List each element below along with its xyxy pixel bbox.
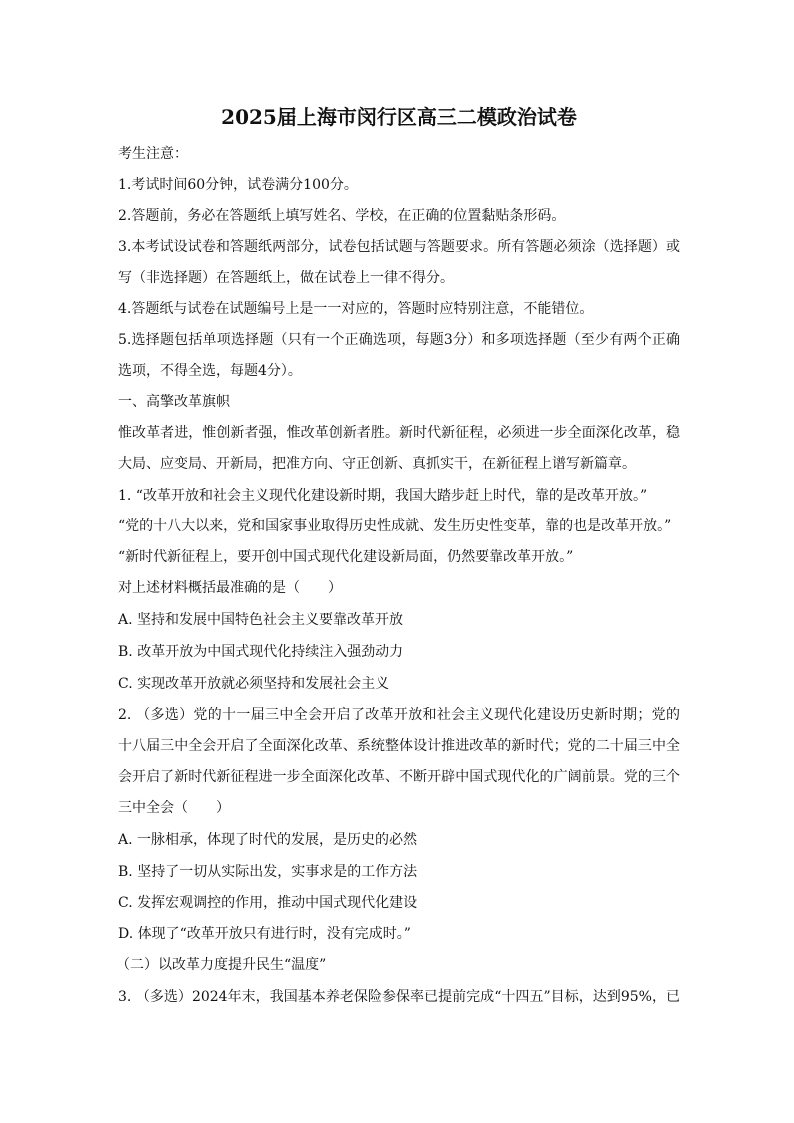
notice-item-2: 2.答题前，务必在答题纸上填写姓名、学校，在正确的位置黏贴条形码。: [118, 208, 566, 224]
question-1-stem: 对上述材料概括最准确的是（ ）: [118, 580, 342, 596]
question-2-option-b: B. 坚持了一切从实际出发，实事求是的工作方法: [118, 864, 418, 880]
notice-item-5: 5.选择题包括单项选择题（只有一个正确选项，每题3分）和多项选择题（至少有两个正确: [118, 332, 680, 348]
question-1-option-c: C. 实现改革开放就必须坚持和发展社会主义: [118, 676, 390, 692]
question-2-option-c: C. 发挥宏观调控的作用，推动中国式现代化建设: [118, 895, 418, 911]
question-2-option-d: D. 体现了“改革开放只有进行时，没有完成时。”: [118, 926, 411, 942]
section-intro-line-1: 惟改革者进，惟创新者强，惟改革创新者胜。新时代新征程，必须进一步全面深化改革，稳: [118, 425, 680, 441]
notice-item-1: 1.考试时间60分钟，试卷满分100分。: [118, 177, 358, 193]
section-heading-2: （二）以改革力度提升民生“温度”: [116, 957, 327, 973]
page-title: 2025届上海市闵行区高三二模政治试卷: [221, 105, 577, 129]
notice-item-3-cont: 写（非选择题）在答题纸上，做在试卷上一律不得分。: [118, 270, 454, 286]
question-1-line-2: “党的十八大以来，党和国家事业取得历史性成就、发生历史性变革，靠的也是改革开放。”: [118, 518, 672, 534]
question-3-line-1: 3. （多选）2024年末，我国基本养老保险参保率已提前完成“十四五”目标，达到95%，已: [118, 989, 680, 1005]
question-2-line-1: 2. （多选）党的十一届三中全会开启了改革开放和社会主义现代化建设历史新时期；党的: [118, 707, 680, 723]
section-heading-1: 一、高擎改革旗帜: [118, 394, 230, 410]
question-2-stem: 三中全会（ ）: [118, 800, 230, 816]
notice-item-5-cont: 选项，不得全选，每题4分）。: [118, 363, 302, 379]
question-2-line-3: 会开启了新时代新征程进一步全面深化改革、不断开辟中国式现代化的广阔前景。党的三个: [118, 769, 680, 785]
question-1-option-b: B. 改革开放为中国式现代化持续注入强劲动力: [118, 644, 404, 660]
notice-item-3: 3.本考试设试卷和答题纸两部分，试卷包括试题与答题要求。所有答题必须涂（选择题）或: [118, 239, 680, 255]
question-1-line-1: 1. “改革开放和社会主义现代化建设新时期，我国大踏步赶上时代，靠的是改革开放。”: [118, 488, 648, 504]
notice-heading: 考生注意：: [118, 146, 188, 162]
question-2-option-a: A. 一脉相承，体现了时代的发展，是历史的必然: [118, 832, 418, 848]
notice-item-4: 4.答题纸与试卷在试题编号上是一一对应的，答题时应特别注意，不能错位。: [118, 301, 594, 317]
section-intro-line-2: 大局、应变局、开新局，把准方向、守正创新、真抓实干，在新征程上谱写新篇章。: [118, 456, 636, 472]
question-1-option-a: A. 坚持和发展中国特色社会主义要靠改革开放: [118, 612, 404, 628]
question-2-line-2: 十八届三中全会开启了全面深化改革、系统整体设计推进改革的新时代；党的二十届三中全: [118, 738, 680, 754]
question-1-line-3: “新时代新征程上，要开创中国式现代化建设新局面，仍然要靠改革开放。”: [118, 549, 574, 565]
